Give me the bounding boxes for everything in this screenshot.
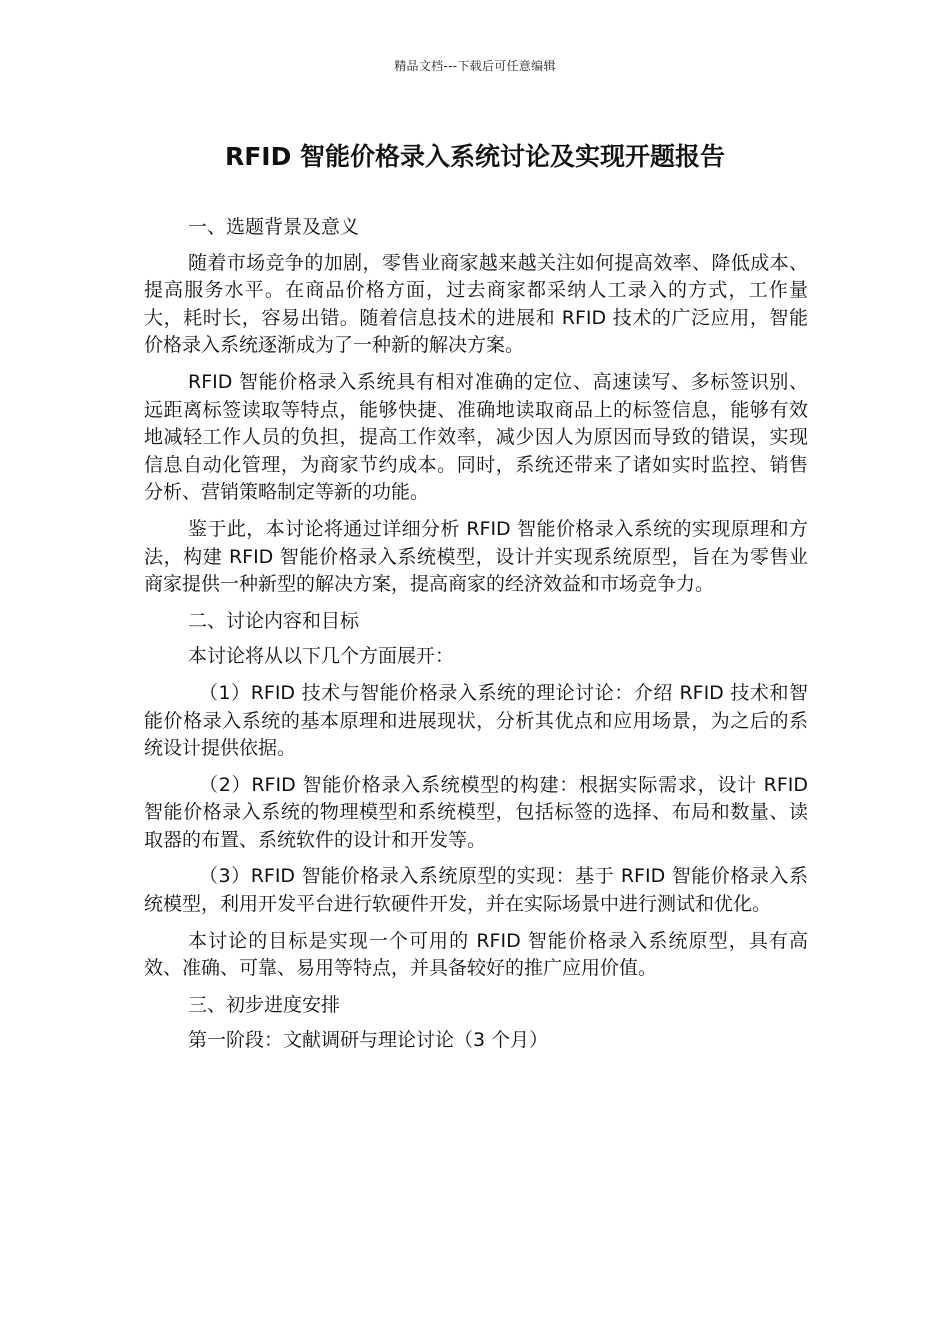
paragraph-goal: 本讨论的目标是实现一个可用的 RFID 智能价格录入系统原型，具有高效、准确、可靠、易用等特点，并具备较好的推广应用价值。	[144, 929, 808, 980]
schedule-phase-1: 第一阶段：文献调研与理论讨论（3 个月）	[188, 1029, 549, 1052]
list-item-1: （1）RFID 技术与智能价格录入系统的理论讨论：介绍 RFID 技术和智能价格录入系统的基本原理和进展现状，分析其优点和应用场景，为之后的系统设计提供依据。	[144, 681, 808, 760]
section-heading-content-goals: 二、讨论内容和目标	[188, 609, 360, 632]
section-heading-background: 一、选题背景及意义	[188, 216, 360, 238]
paragraph-content-intro: 本讨论将从以下几个方面展开：	[188, 645, 455, 668]
section-heading-schedule: 三、初步进度安排	[188, 993, 341, 1016]
paragraph-background-3: 鉴于此，本讨论将通过详细分析 RFID 智能价格录入系统的实现原理和方法，构建 RFID 智能价格录入系统模型，设计并实现系统原型，旨在为零售业商家提供一种新型的解决方案，提高商家的经济效益和市场竞争力。	[144, 517, 808, 596]
paragraph-background-1: 随着市场竞争的加剧，零售业商家越来越关注如何提高效率、降低成本、提高服务水平。在商品价格方面，过去商家都采纳人工录入的方式，工作量大，耗时长，容易出错。随着信息技术的进展和 RFID 技术的广泛应用，智能价格录入系统逐渐成为了一种新的解决方案。	[144, 251, 808, 357]
list-item-3: （3）RFID 智能价格录入系统原型的实现：基于 RFID 智能价格录入系统模型，利用开发平台进行软硬件开发，并在实际场景中进行测试和优化。	[144, 865, 808, 916]
document-title: RFID 智能价格录入系统讨论及实现开题报告	[224, 142, 726, 171]
list-item-2: （2）RFID 智能价格录入系统模型的构建：根据实际需求，设计 RFID 智能价格录入系统的物理模型和系统模型，包括标签的选择、布局和数量、读取器的布置、系统软件的设计和开发等。	[144, 773, 808, 851]
page-header-note: 精品文档---下载后可任意编辑	[394, 59, 556, 73]
paragraph-background-2: RFID 智能价格录入系统具有相对准确的定位、高速读写、多标签识别、远距离标签读取等特点，能够快捷、准确地读取商品上的标签信息，能够有效地减轻工作人员的负担，提高工作效率，减少因人为原因而导致的错误，实现信息自动化管理，为商家节约成本。同时，系统还带来了诸如实时监控、销售分析、营销策略制定等新的功能。	[144, 370, 808, 504]
document-body	[144, 214, 808, 1064]
